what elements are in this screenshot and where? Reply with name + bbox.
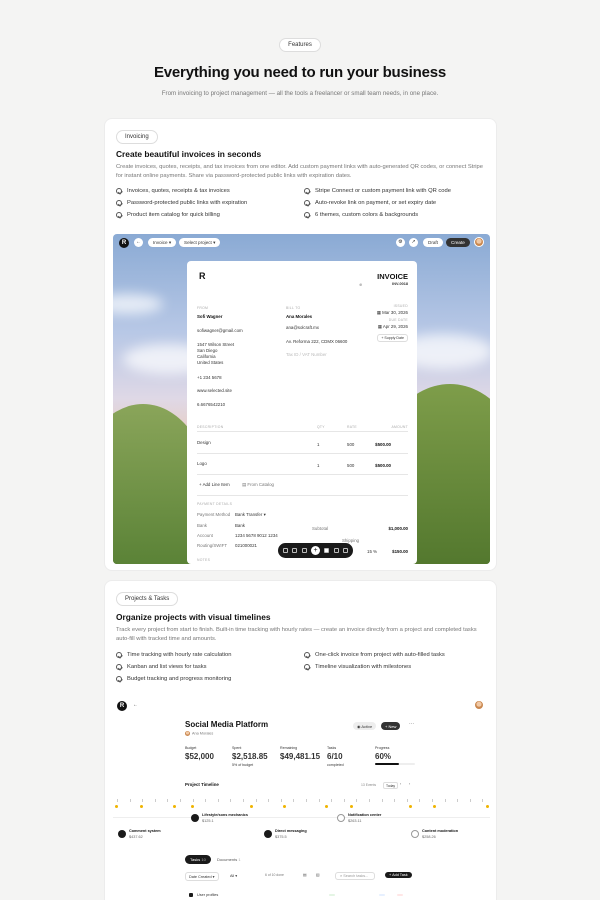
add-line-item-button[interactable]: + Add Line Item [199, 482, 230, 487]
bill-to-address[interactable]: Av. Reforma 222, CDMX 06600 [286, 339, 348, 344]
from-address-line[interactable]: United States [197, 360, 224, 365]
back-arrow-icon[interactable]: ← [136, 239, 141, 245]
check-circle-icon [116, 664, 122, 670]
task-tag [379, 894, 385, 896]
timeline-tick [117, 799, 118, 802]
bank-field[interactable]: Bank [235, 523, 246, 528]
from-phone[interactable]: +1 234 5678 [197, 375, 222, 380]
timeline-event-dot[interactable] [486, 805, 489, 808]
timeline-event-dot[interactable] [173, 805, 176, 808]
more-icon[interactable]: ··· [409, 721, 414, 727]
timeline-tick [193, 799, 194, 802]
chevron-left-icon[interactable]: ‹ [400, 782, 402, 786]
feature-item: Time tracking with hourly rate calculation [116, 651, 304, 659]
invoice-editor-preview [113, 234, 490, 564]
timeline-tick [180, 799, 181, 802]
line-item-qty[interactable]: 1 [317, 463, 320, 468]
projects-badge: Projects & Tasks [116, 592, 178, 606]
sort-select[interactable]: Date Created ▾ [185, 872, 219, 881]
timeline-tick [344, 799, 345, 802]
draft-button[interactable]: Draft [423, 238, 443, 247]
timeline-event-dot[interactable] [325, 805, 328, 808]
plus-icon: + [199, 482, 202, 487]
stat-label: Tasks [327, 746, 337, 750]
timeline-tick [457, 799, 458, 802]
chevron-right-icon[interactable]: › [409, 782, 411, 786]
timeline-tick [432, 799, 433, 802]
timeline-tick [230, 799, 231, 802]
timeline-tick [306, 799, 307, 802]
timeline-event-dot[interactable] [350, 805, 353, 808]
check-circle-icon [116, 676, 122, 682]
brand-logo-icon: R [199, 271, 206, 281]
bill-to-email[interactable]: ana@solcraft.mx [286, 325, 320, 330]
invoicing-title: Create beautiful invoices in seconds [116, 149, 262, 159]
timeline-event-dot[interactable] [250, 805, 253, 808]
timeline-tick [482, 799, 483, 802]
invoicing-description: Create invoices, quotes, receipts, and tax invoices from one editor. Add custom payment links with auto-generated QR codes, or connect Stripe for instant online payments. Share via password-protected public links with expiration dates. [116, 164, 484, 179]
stat-label: Remaining [280, 746, 298, 750]
tax-amount: $150.00 [392, 549, 408, 554]
checkbox-checked-icon[interactable] [189, 893, 193, 897]
from-address-line[interactable]: California [197, 354, 216, 359]
from-catalog-button[interactable]: ▤ From Catalog [242, 482, 274, 487]
stat-sub: completed [327, 763, 344, 767]
from-address-line[interactable]: San Diego [197, 348, 218, 353]
bank-label: Bank [197, 523, 208, 528]
progress-bar [375, 763, 415, 765]
issued-label: ISSUED [393, 304, 408, 308]
circle-icon [337, 814, 345, 822]
hero-title: Everything you need to run your business [153, 64, 447, 81]
new-button[interactable]: + New [381, 722, 400, 730]
feature-item: Stripe Connect or custom payment link with QR code [304, 187, 492, 195]
tab-documents[interactable]: Documents 1 [217, 857, 241, 862]
timeline-tick [394, 799, 395, 802]
invoice-heading: INVOICE [377, 272, 408, 281]
doc-type-select[interactable]: Invoice ▾ [148, 238, 176, 247]
timeline-event-dot[interactable] [283, 805, 286, 808]
editor-toolbar [113, 234, 490, 250]
timeline-tick [218, 799, 219, 802]
check-circle-icon [304, 188, 310, 194]
invoicing-features [116, 187, 496, 219]
subtotal-label: Subtotal [312, 526, 329, 531]
user-avatar[interactable] [474, 237, 484, 247]
from-email[interactable]: sofiwagner@gmail.com [197, 328, 243, 333]
feature-item: 6 themes, custom colors & backgrounds [304, 211, 492, 219]
routing-label: Routing/SWIFT [197, 543, 228, 548]
timeline-event-dot[interactable] [115, 805, 118, 808]
stat-label: Progress [375, 746, 390, 750]
feature-item: Product item catalog for quick billing [116, 211, 304, 219]
payment-details-label: PAYMENT DETAILS [197, 502, 233, 506]
col-amount: AMOUNT [391, 425, 408, 429]
invoice-number[interactable]: INV-0018 [392, 282, 408, 286]
circle-icon [411, 830, 419, 838]
search-icon: ⌕ [340, 874, 343, 878]
timeline-events-count: 13 Events [361, 783, 377, 787]
grid-icon[interactable] [283, 548, 288, 553]
feature-item: Kanban and list views for tasks [116, 663, 304, 671]
check-circle-icon [304, 664, 310, 670]
share-icon[interactable]: ↗ [409, 238, 418, 247]
account-label: Account [197, 533, 213, 538]
account-field[interactable]: 1234 5678 9012 1234 [235, 533, 278, 538]
timeline-tick [130, 799, 131, 802]
users-icon[interactable] [292, 548, 297, 553]
timeline-tick [155, 799, 156, 802]
check-circle-icon [304, 652, 310, 658]
check-circle-icon [116, 212, 122, 218]
calendar-icon[interactable] [334, 548, 339, 553]
bill-to-name[interactable]: Ana Morales [286, 314, 313, 319]
owner-avatar [185, 731, 190, 736]
feature-item: One-click invoice from project with auto-filled tasks [304, 651, 492, 659]
timeline-event-dot[interactable] [433, 805, 436, 808]
from-label: FROM [197, 306, 209, 310]
subtotal-amount: $1,000.00 [388, 526, 408, 531]
from-website[interactable]: www.selected.site [197, 388, 232, 393]
project-name: Social Media Platform [185, 720, 269, 729]
invoicing-badge: Invoicing [116, 130, 158, 144]
folder-icon[interactable] [302, 548, 307, 553]
status-badge[interactable]: ◉ Active [353, 722, 376, 730]
from-tax-number[interactable]: 6.6676542210 [197, 402, 226, 407]
features-badge: Features [279, 38, 321, 52]
col-qty: QTY [317, 425, 325, 429]
projects-features [116, 651, 496, 683]
feature-item: Auto-revoke link on payment, or set expiry date [304, 199, 492, 207]
due-date[interactable]: ▦ Apr 29, 2026 [377, 324, 408, 329]
task-tag [397, 894, 403, 896]
shipping-label[interactable]: Shipping [342, 538, 360, 543]
floating-dock [278, 543, 353, 558]
projects-card [104, 580, 497, 900]
settings-icon[interactable]: ⚙ [396, 238, 405, 247]
timeline-tick [142, 799, 143, 802]
line-item-qty[interactable]: 1 [317, 442, 320, 447]
today-button[interactable]: Today [383, 782, 398, 789]
tax-rate[interactable]: 15 % [367, 549, 378, 554]
issued-date[interactable]: ▦ Mar 30, 2026 [376, 310, 408, 315]
timeline-event-dot[interactable] [140, 805, 143, 808]
app-logo-icon: R [119, 238, 129, 248]
stat-value: 6/10 [327, 752, 343, 761]
line-item-rate[interactable]: 500 [347, 442, 355, 447]
check-circle-icon [116, 200, 122, 206]
timeline-tick [369, 799, 370, 802]
project-select[interactable]: Select project ▾ [179, 238, 220, 247]
timeline-event-dot[interactable] [409, 805, 412, 808]
kanban-view-icon[interactable]: ▥ [316, 873, 320, 877]
feature-item: Password-protected public links with expiration [116, 199, 304, 207]
back-arrow-icon[interactable]: ← [133, 702, 138, 708]
routing-field[interactable]: 021000021 [235, 543, 257, 548]
add-task-button[interactable]: + Add Task [385, 872, 412, 878]
timeline-tick [356, 799, 357, 802]
payment-method-label: Payment Method [197, 512, 231, 517]
done-count: 6 of 10 done [265, 873, 284, 877]
stat-value: $2,518.85 [232, 752, 268, 761]
check-icon [191, 814, 199, 822]
supply-date-button[interactable]: + Supply Date [377, 334, 408, 342]
from-address-line[interactable]: 1547 Wilson Street [197, 342, 235, 347]
timeline-tick [205, 799, 206, 802]
bill-to-label: BILL TO [286, 306, 301, 310]
calendar-icon: ▦ [377, 324, 382, 329]
project-detail-preview: R ← Social Media Platform Ana Morales ◉ Active + New ··· Budget $52,000 Spent $2,518.85 5% of budget Remaining $49,481.15 Tasks 6/10 completed Progress 60% Project Timeline 13 Events Today ‹ › Lifestyle/sons mechanics $125.1 Notification center $263.11 Comment system $437.62 Direct messaging $375.5 Content moderation $258.26 Tasks 10 Documents 1 Date Created ▾ All ▾ 6 of 10 done ▤ ▥ ⌕ Search tasks... + Add Task User profiles [113, 696, 490, 900]
timeline-tick [268, 799, 269, 802]
timeline-tick [331, 799, 332, 802]
timeline-tick [445, 799, 446, 802]
status-dot-icon: ◉ [357, 723, 361, 729]
check-circle-icon [116, 188, 122, 194]
search-tasks-input[interactable]: ⌕ Search tasks... [335, 872, 375, 880]
catalog-icon: ▤ [242, 482, 247, 487]
timeline-tick [281, 799, 282, 802]
timeline-event-dot[interactable] [191, 805, 194, 808]
check-circle-icon [116, 652, 122, 658]
timeline-tick [256, 799, 257, 802]
stat-value: $52,000 [185, 752, 214, 761]
timeline-tick [243, 799, 244, 802]
from-name[interactable]: Sofi Wagner [197, 314, 223, 319]
feature-item: Budget tracking and progress monitoring [116, 675, 304, 683]
check-circle-icon [304, 200, 310, 206]
line-item-name[interactable]: Design [197, 440, 211, 445]
stat-label: Budget [185, 746, 197, 750]
document-icon[interactable] [324, 548, 329, 553]
projects-description: Track every project from start to finish. Built-in time tracking with hourly rates — create an invoice directly from a project and completed tasks auto-fill with tracked time and amounts. [116, 627, 477, 642]
tab-tasks[interactable]: Tasks 10 [185, 855, 211, 864]
timeline-tick [382, 799, 383, 802]
invoicing-card [104, 118, 497, 571]
check-circle-icon [304, 212, 310, 218]
stat-value: 60% [375, 752, 392, 761]
col-rate: RATE [347, 425, 357, 429]
progress-fill [375, 763, 399, 765]
create-button[interactable]: Create [446, 238, 470, 247]
add-icon[interactable]: + [311, 546, 320, 555]
hero-subtitle: From invoicing to project management — all the tools a freelancer or small team needs, in one place. [161, 90, 439, 97]
check-icon [118, 830, 126, 838]
line-item-amount: $500.00 [375, 463, 391, 468]
timeline-tick [419, 799, 420, 802]
timeline-tick [167, 799, 168, 802]
stat-value: $49,481.15 [280, 752, 321, 761]
app-logo-icon: R [117, 701, 127, 711]
line-item-amount: $500.00 [375, 442, 391, 447]
feature-item: Invoices, quotes, receipts & tax invoices [116, 187, 304, 195]
list-view-icon[interactable]: ▤ [303, 873, 307, 877]
timeline-tick [470, 799, 471, 802]
notes-label: NOTES [197, 558, 211, 562]
invoice-document [187, 261, 417, 564]
tax-id-field[interactable]: Tax ID / VAT Number [286, 352, 327, 357]
calendar-icon: ▦ [376, 310, 381, 315]
task-row[interactable]: User profiles [189, 893, 218, 897]
stat-label: Spent [232, 746, 242, 750]
timeline-tick [293, 799, 294, 802]
scope-select[interactable]: All ▾ [230, 874, 238, 878]
payment-method-select[interactable]: Bank Transfer ▾ [235, 512, 266, 517]
send-icon[interactable] [343, 548, 348, 553]
line-item-rate[interactable]: 500 [347, 463, 355, 468]
stat-sub: 5% of budget [232, 763, 254, 767]
project-owner: Ana Morales [185, 731, 213, 736]
check-icon [264, 830, 272, 838]
timeline-tick [319, 799, 320, 802]
feature-item: Timeline visualization with milestones [304, 663, 492, 671]
user-avatar[interactable] [474, 700, 484, 710]
timeline-title: Project Timeline [185, 782, 219, 787]
timeline-tick [407, 799, 408, 802]
palette-icon[interactable]: ⊕ [359, 282, 363, 287]
projects-title: Organize projects with visual timelines [116, 612, 271, 622]
task-tag [329, 894, 335, 896]
features-hero [0, 33, 600, 99]
col-description: DESCRIPTION [197, 425, 224, 429]
due-label: DUE DATE [388, 318, 408, 322]
line-item-name[interactable]: Logo [197, 461, 207, 466]
